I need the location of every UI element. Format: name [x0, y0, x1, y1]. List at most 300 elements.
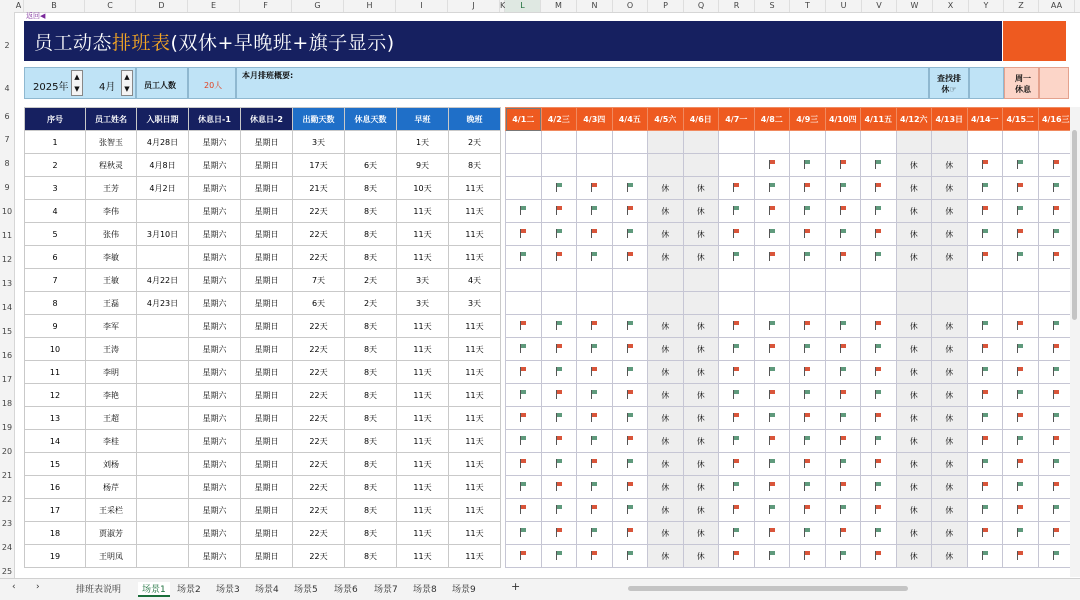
table-cell[interactable]: 4月8日 [137, 154, 189, 177]
schedule-cell[interactable] [825, 453, 861, 476]
table-cell[interactable]: 8天 [345, 545, 397, 568]
spin-down-icon[interactable]: ▼ [124, 85, 130, 93]
schedule-cell[interactable] [825, 384, 861, 407]
schedule-cell[interactable] [648, 131, 684, 154]
sheet-tab[interactable]: 场景5 [294, 585, 318, 595]
table-cell[interactable]: 22天 [293, 223, 345, 246]
sheet-tab[interactable]: 场景6 [334, 585, 358, 595]
rest-day-cell[interactable]: 休 [896, 223, 932, 246]
schedule-cell[interactable] [825, 292, 861, 315]
table-cell[interactable]: 11天 [397, 361, 449, 384]
table-cell[interactable] [137, 545, 189, 568]
table-cell[interactable]: 22天 [293, 499, 345, 522]
table-cell[interactable]: 11天 [449, 384, 501, 407]
row-number[interactable]: 11 [1, 231, 13, 240]
table-cell[interactable]: 17 [25, 499, 86, 522]
schedule-cell[interactable] [719, 499, 755, 522]
rest-day-cell[interactable]: 休 [648, 200, 684, 223]
table-cell[interactable]: 7 [25, 269, 86, 292]
schedule-cell[interactable] [754, 269, 790, 292]
schedule-cell[interactable] [861, 154, 897, 177]
rest-day-cell[interactable]: 休 [896, 499, 932, 522]
table-cell[interactable]: 17天 [293, 154, 345, 177]
sheet-tab[interactable]: 场景7 [374, 585, 398, 595]
schedule-cell[interactable] [1003, 453, 1039, 476]
table-cell[interactable]: 星期六 [189, 476, 241, 499]
date-header[interactable]: 4/16三 [1038, 108, 1074, 131]
schedule-cell[interactable] [754, 407, 790, 430]
table-cell[interactable]: 11天 [397, 246, 449, 269]
table-cell[interactable] [137, 246, 189, 269]
schedule-cell[interactable] [1003, 499, 1039, 522]
schedule-cell[interactable] [861, 499, 897, 522]
table-cell[interactable]: 星期日 [241, 430, 293, 453]
table-cell[interactable]: 1天 [397, 131, 449, 154]
rest-day-cell[interactable]: 休 [896, 361, 932, 384]
schedule-cell[interactable] [790, 269, 826, 292]
schedule-cell[interactable] [577, 361, 613, 384]
column-letter[interactable]: C [85, 0, 136, 12]
table-cell[interactable]: 8 [25, 292, 86, 315]
table-cell[interactable]: 11 [25, 361, 86, 384]
date-header[interactable]: 4/3四 [577, 108, 613, 131]
table-cell[interactable]: 4月23日 [137, 292, 189, 315]
row-number[interactable]: 6 [4, 112, 10, 121]
schedule-cell[interactable] [506, 361, 542, 384]
schedule-cell[interactable] [612, 223, 648, 246]
rest-day-cell[interactable]: 休 [683, 384, 719, 407]
schedule-cell[interactable] [541, 223, 577, 246]
table-cell[interactable]: 杨芹 [86, 476, 137, 499]
date-header[interactable]: 4/14一 [967, 108, 1003, 131]
schedule-cell[interactable] [506, 315, 542, 338]
schedule-cell[interactable] [790, 131, 826, 154]
table-cell[interactable]: 星期日 [241, 522, 293, 545]
schedule-cell[interactable] [719, 246, 755, 269]
schedule-cell[interactable] [719, 200, 755, 223]
rest-day-cell[interactable]: 休 [648, 223, 684, 246]
schedule-cell[interactable] [719, 384, 755, 407]
table-cell[interactable]: 星期日 [241, 200, 293, 223]
table-cell[interactable]: 22天 [293, 384, 345, 407]
schedule-cell[interactable] [754, 223, 790, 246]
table-cell[interactable]: 11天 [449, 407, 501, 430]
schedule-cell[interactable] [719, 292, 755, 315]
row-number[interactable]: 4 [4, 84, 10, 93]
schedule-cell[interactable] [612, 154, 648, 177]
column-letter[interactable]: W [897, 0, 933, 12]
table-cell[interactable]: 7天 [293, 269, 345, 292]
schedule-cell[interactable] [506, 269, 542, 292]
table-cell[interactable]: 星期六 [189, 384, 241, 407]
schedule-cell[interactable] [967, 499, 1003, 522]
schedule-cell[interactable] [932, 131, 968, 154]
schedule-cell[interactable] [967, 315, 1003, 338]
table-cell[interactable]: 李伟 [86, 200, 137, 223]
rest-day-cell[interactable]: 休 [932, 499, 968, 522]
table-cell[interactable]: 11天 [397, 338, 449, 361]
table-cell[interactable]: 22天 [293, 476, 345, 499]
rest-day-cell[interactable]: 休 [932, 407, 968, 430]
spin-up-icon[interactable]: ▲ [124, 73, 130, 81]
schedule-cell[interactable] [825, 200, 861, 223]
schedule-cell[interactable] [790, 407, 826, 430]
schedule-cell[interactable] [790, 338, 826, 361]
table-cell[interactable]: 星期日 [241, 499, 293, 522]
table-cell[interactable]: 星期日 [241, 361, 293, 384]
tab-next-icon[interactable]: › [36, 582, 40, 592]
sheet-tab[interactable]: 场景3 [216, 585, 240, 595]
rest-day-cell[interactable]: 休 [932, 476, 968, 499]
schedule-cell[interactable] [506, 177, 542, 200]
schedule-cell[interactable] [967, 246, 1003, 269]
table-cell[interactable]: 11天 [397, 476, 449, 499]
table-cell[interactable]: 11天 [449, 499, 501, 522]
schedule-cell[interactable] [861, 315, 897, 338]
search-rest-button[interactable] [929, 67, 969, 99]
table-cell[interactable]: 星期日 [241, 453, 293, 476]
table-cell[interactable]: 11天 [449, 522, 501, 545]
table-cell[interactable]: 星期日 [241, 269, 293, 292]
rest-day-cell[interactable]: 休 [896, 246, 932, 269]
table-cell[interactable]: 星期六 [189, 177, 241, 200]
schedule-cell[interactable] [790, 223, 826, 246]
table-cell[interactable] [137, 407, 189, 430]
table-cell[interactable]: 8天 [345, 476, 397, 499]
schedule-cell[interactable] [1003, 292, 1039, 315]
date-header[interactable]: 4/12六 [896, 108, 932, 131]
schedule-cell[interactable] [754, 384, 790, 407]
schedule-cell[interactable] [612, 453, 648, 476]
rest-day-cell[interactable]: 休 [683, 453, 719, 476]
schedule-cell[interactable] [612, 177, 648, 200]
schedule-cell[interactable] [719, 522, 755, 545]
schedule-cell[interactable] [541, 154, 577, 177]
table-cell[interactable]: 星期六 [189, 246, 241, 269]
schedule-cell[interactable] [683, 154, 719, 177]
schedule-cell[interactable] [825, 177, 861, 200]
schedule-cell[interactable] [541, 545, 577, 568]
schedule-cell[interactable] [506, 499, 542, 522]
table-cell[interactable]: 李桂 [86, 430, 137, 453]
table-cell[interactable]: 程秋灵 [86, 154, 137, 177]
table-cell[interactable]: 6 [25, 246, 86, 269]
rest-day-cell[interactable]: 休 [896, 177, 932, 200]
table-cell[interactable]: 11天 [397, 453, 449, 476]
table-cell[interactable]: 11天 [449, 200, 501, 223]
schedule-cell[interactable] [506, 131, 542, 154]
schedule-cell[interactable] [648, 154, 684, 177]
table-cell[interactable] [137, 338, 189, 361]
table-cell[interactable]: 星期日 [241, 315, 293, 338]
table-cell[interactable]: 星期日 [241, 476, 293, 499]
rest-day-cell[interactable]: 休 [648, 315, 684, 338]
schedule-cell[interactable] [577, 131, 613, 154]
schedule-cell[interactable] [967, 384, 1003, 407]
row-number[interactable]: 18 [1, 399, 13, 408]
row-number[interactable]: 25 [1, 567, 13, 576]
schedule-cell[interactable] [612, 499, 648, 522]
table-cell[interactable]: 11天 [449, 338, 501, 361]
schedule-cell[interactable] [1003, 361, 1039, 384]
sheet-tab[interactable]: 场景4 [255, 585, 279, 595]
table-cell[interactable]: 王敏 [86, 269, 137, 292]
schedule-cell[interactable] [577, 246, 613, 269]
table-cell[interactable]: 6天 [345, 154, 397, 177]
table-cell[interactable]: 8天 [345, 522, 397, 545]
schedule-cell[interactable] [790, 246, 826, 269]
rest-day-cell[interactable]: 休 [896, 407, 932, 430]
back-link[interactable]: 返回◀ [26, 12, 46, 20]
table-cell[interactable]: 12 [25, 384, 86, 407]
schedule-cell[interactable] [861, 269, 897, 292]
week-start-cell[interactable] [1004, 67, 1039, 99]
table-cell[interactable]: 11天 [449, 315, 501, 338]
schedule-cell[interactable] [612, 200, 648, 223]
schedule-cell[interactable] [754, 177, 790, 200]
sheet-tab[interactable]: 场景2 [177, 585, 201, 595]
schedule-cell[interactable] [754, 545, 790, 568]
schedule-cell[interactable] [719, 545, 755, 568]
rest-day-cell[interactable]: 休 [896, 453, 932, 476]
schedule-cell[interactable] [719, 453, 755, 476]
row-number[interactable]: 2 [4, 41, 10, 50]
schedule-cell[interactable] [967, 292, 1003, 315]
schedule-cell[interactable] [967, 154, 1003, 177]
table-cell[interactable]: 星期六 [189, 315, 241, 338]
table-cell[interactable]: 星期六 [189, 154, 241, 177]
schedule-cell[interactable] [541, 200, 577, 223]
horizontal-scroll-thumb[interactable] [628, 586, 908, 591]
schedule-cell[interactable] [861, 131, 897, 154]
schedule-cell[interactable] [577, 453, 613, 476]
table-cell[interactable]: 星期日 [241, 545, 293, 568]
schedule-cell[interactable] [612, 476, 648, 499]
schedule-cell[interactable] [1003, 545, 1039, 568]
schedule-cell[interactable] [861, 407, 897, 430]
table-cell[interactable]: 星期六 [189, 223, 241, 246]
spin-up-icon[interactable]: ▲ [74, 73, 80, 81]
schedule-cell[interactable] [861, 545, 897, 568]
table-cell[interactable]: 19 [25, 545, 86, 568]
add-sheet-icon[interactable]: + [511, 580, 521, 593]
schedule-cell[interactable] [1038, 407, 1074, 430]
table-cell[interactable]: 11天 [397, 522, 449, 545]
column-letter[interactable]: Z [1004, 0, 1039, 12]
schedule-cell[interactable] [506, 223, 542, 246]
table-cell[interactable]: 11天 [449, 476, 501, 499]
column-letter[interactable]: N [577, 0, 613, 12]
schedule-cell[interactable] [541, 315, 577, 338]
table-cell[interactable]: 星期六 [189, 430, 241, 453]
schedule-cell[interactable] [541, 384, 577, 407]
schedule-cell[interactable] [1003, 476, 1039, 499]
schedule-cell[interactable] [790, 453, 826, 476]
schedule-cell[interactable] [506, 453, 542, 476]
schedule-cell[interactable] [1003, 384, 1039, 407]
schedule-cell[interactable] [861, 361, 897, 384]
schedule-cell[interactable] [541, 361, 577, 384]
table-cell[interactable]: 9天 [397, 154, 449, 177]
schedule-cell[interactable] [790, 476, 826, 499]
date-header[interactable]: 4/9三 [790, 108, 826, 131]
rest-day-cell[interactable]: 休 [648, 361, 684, 384]
schedule-cell[interactable] [506, 545, 542, 568]
rest-day-cell[interactable]: 休 [648, 453, 684, 476]
table-cell[interactable]: 1 [25, 131, 86, 154]
schedule-cell[interactable] [541, 453, 577, 476]
rest-day-cell[interactable]: 休 [648, 177, 684, 200]
table-cell[interactable] [345, 131, 397, 154]
sheet-tab[interactable]: 场景9 [452, 585, 476, 595]
schedule-cell[interactable] [541, 292, 577, 315]
schedule-cell[interactable] [754, 361, 790, 384]
table-cell[interactable]: 8天 [345, 223, 397, 246]
schedule-cell[interactable] [577, 407, 613, 430]
schedule-cell[interactable] [506, 430, 542, 453]
schedule-cell[interactable] [861, 200, 897, 223]
schedule-cell[interactable] [612, 338, 648, 361]
table-cell[interactable] [137, 200, 189, 223]
table-cell[interactable]: 8天 [345, 338, 397, 361]
table-cell[interactable]: 10 [25, 338, 86, 361]
schedule-cell[interactable] [754, 453, 790, 476]
schedule-cell[interactable] [861, 338, 897, 361]
schedule-cell[interactable] [932, 269, 968, 292]
table-cell[interactable]: 8天 [345, 407, 397, 430]
schedule-cell[interactable] [577, 269, 613, 292]
schedule-cell[interactable] [1038, 476, 1074, 499]
schedule-cell[interactable] [825, 430, 861, 453]
table-cell[interactable]: 王明凤 [86, 545, 137, 568]
spin-down-icon[interactable]: ▼ [74, 85, 80, 93]
schedule-cell[interactable] [754, 522, 790, 545]
schedule-cell[interactable] [967, 476, 1003, 499]
schedule-cell[interactable] [861, 177, 897, 200]
rest-day-cell[interactable]: 休 [932, 200, 968, 223]
schedule-cell[interactable] [612, 407, 648, 430]
schedule-cell[interactable] [506, 522, 542, 545]
column-letter[interactable]: J [448, 0, 500, 12]
schedule-cell[interactable] [719, 338, 755, 361]
schedule-cell[interactable] [1003, 177, 1039, 200]
schedule-cell[interactable] [719, 361, 755, 384]
schedule-cell[interactable] [506, 407, 542, 430]
table-cell[interactable]: 5 [25, 223, 86, 246]
table-cell[interactable]: 李明 [86, 361, 137, 384]
table-cell[interactable]: 8天 [345, 177, 397, 200]
schedule-cell[interactable] [967, 269, 1003, 292]
rest-day-cell[interactable]: 休 [896, 338, 932, 361]
schedule-cell[interactable] [577, 292, 613, 315]
month-value[interactable]: 4月 [99, 82, 116, 93]
schedule-cell[interactable] [790, 384, 826, 407]
table-cell[interactable]: 4 [25, 200, 86, 223]
schedule-cell[interactable] [967, 361, 1003, 384]
schedule-cell[interactable] [825, 315, 861, 338]
rest-day-cell[interactable]: 休 [648, 384, 684, 407]
column-letter[interactable]: U [826, 0, 862, 12]
table-cell[interactable]: 星期六 [189, 292, 241, 315]
schedule-cell[interactable] [790, 522, 826, 545]
schedule-cell[interactable] [719, 315, 755, 338]
row-number[interactable]: 14 [1, 303, 13, 312]
schedule-cell[interactable] [825, 338, 861, 361]
schedule-cell[interactable] [683, 292, 719, 315]
schedule-cell[interactable] [577, 315, 613, 338]
table-cell[interactable]: 8天 [345, 384, 397, 407]
schedule-cell[interactable] [1038, 292, 1074, 315]
schedule-cell[interactable] [790, 499, 826, 522]
sheet-tab[interactable]: 排班表说明 [76, 585, 122, 595]
year-value[interactable]: 2025年 [33, 82, 69, 93]
table-cell[interactable]: 11天 [449, 545, 501, 568]
schedule-cell[interactable] [825, 499, 861, 522]
rest-day-cell[interactable]: 休 [932, 453, 968, 476]
column-letter[interactable]: AA [1039, 0, 1075, 12]
schedule-cell[interactable] [506, 384, 542, 407]
schedule-cell[interactable] [861, 292, 897, 315]
table-cell[interactable]: 王芳 [86, 177, 137, 200]
table-cell[interactable]: 星期日 [241, 407, 293, 430]
date-header[interactable]: 4/6日 [683, 108, 719, 131]
schedule-cell[interactable] [790, 315, 826, 338]
schedule-cell[interactable] [506, 292, 542, 315]
column-letter[interactable]: D [136, 0, 188, 12]
schedule-cell[interactable] [861, 246, 897, 269]
schedule-cell[interactable] [577, 545, 613, 568]
date-header[interactable]: 4/2三 [541, 108, 577, 131]
table-cell[interactable]: 13 [25, 407, 86, 430]
schedule-cell[interactable] [1003, 315, 1039, 338]
table-cell[interactable]: 李敏 [86, 246, 137, 269]
rest-day-cell[interactable]: 休 [683, 361, 719, 384]
rest-day-cell[interactable]: 休 [896, 315, 932, 338]
schedule-cell[interactable] [825, 522, 861, 545]
schedule-cell[interactable] [967, 453, 1003, 476]
table-cell[interactable]: 刘杨 [86, 453, 137, 476]
schedule-cell[interactable] [790, 545, 826, 568]
rest-day-cell[interactable]: 休 [683, 177, 719, 200]
schedule-cell[interactable] [541, 430, 577, 453]
table-cell[interactable]: 22天 [293, 338, 345, 361]
schedule-cell[interactable] [790, 361, 826, 384]
table-cell[interactable]: 22天 [293, 315, 345, 338]
schedule-cell[interactable] [754, 430, 790, 453]
row-number[interactable]: 23 [1, 519, 13, 528]
column-letter[interactable]: F [240, 0, 292, 12]
table-cell[interactable]: 8天 [345, 499, 397, 522]
schedule-cell[interactable] [754, 246, 790, 269]
rest-day-cell[interactable]: 休 [896, 154, 932, 177]
sheet-tab[interactable]: 场景8 [413, 585, 437, 595]
table-cell[interactable]: 22天 [293, 522, 345, 545]
table-cell[interactable]: 18 [25, 522, 86, 545]
schedule-cell[interactable] [648, 292, 684, 315]
rest-day-cell[interactable]: 休 [932, 223, 968, 246]
table-cell[interactable]: 星期六 [189, 200, 241, 223]
schedule-cell[interactable] [1038, 269, 1074, 292]
schedule-cell[interactable] [861, 430, 897, 453]
row-number[interactable]: 21 [1, 471, 13, 480]
table-cell[interactable]: 11天 [397, 499, 449, 522]
row-number[interactable]: 19 [1, 423, 13, 432]
table-cell[interactable]: 11天 [449, 223, 501, 246]
table-cell[interactable]: 星期日 [241, 177, 293, 200]
table-cell[interactable]: 11天 [397, 545, 449, 568]
rest-day-cell[interactable]: 休 [683, 246, 719, 269]
table-cell[interactable]: 11天 [397, 384, 449, 407]
